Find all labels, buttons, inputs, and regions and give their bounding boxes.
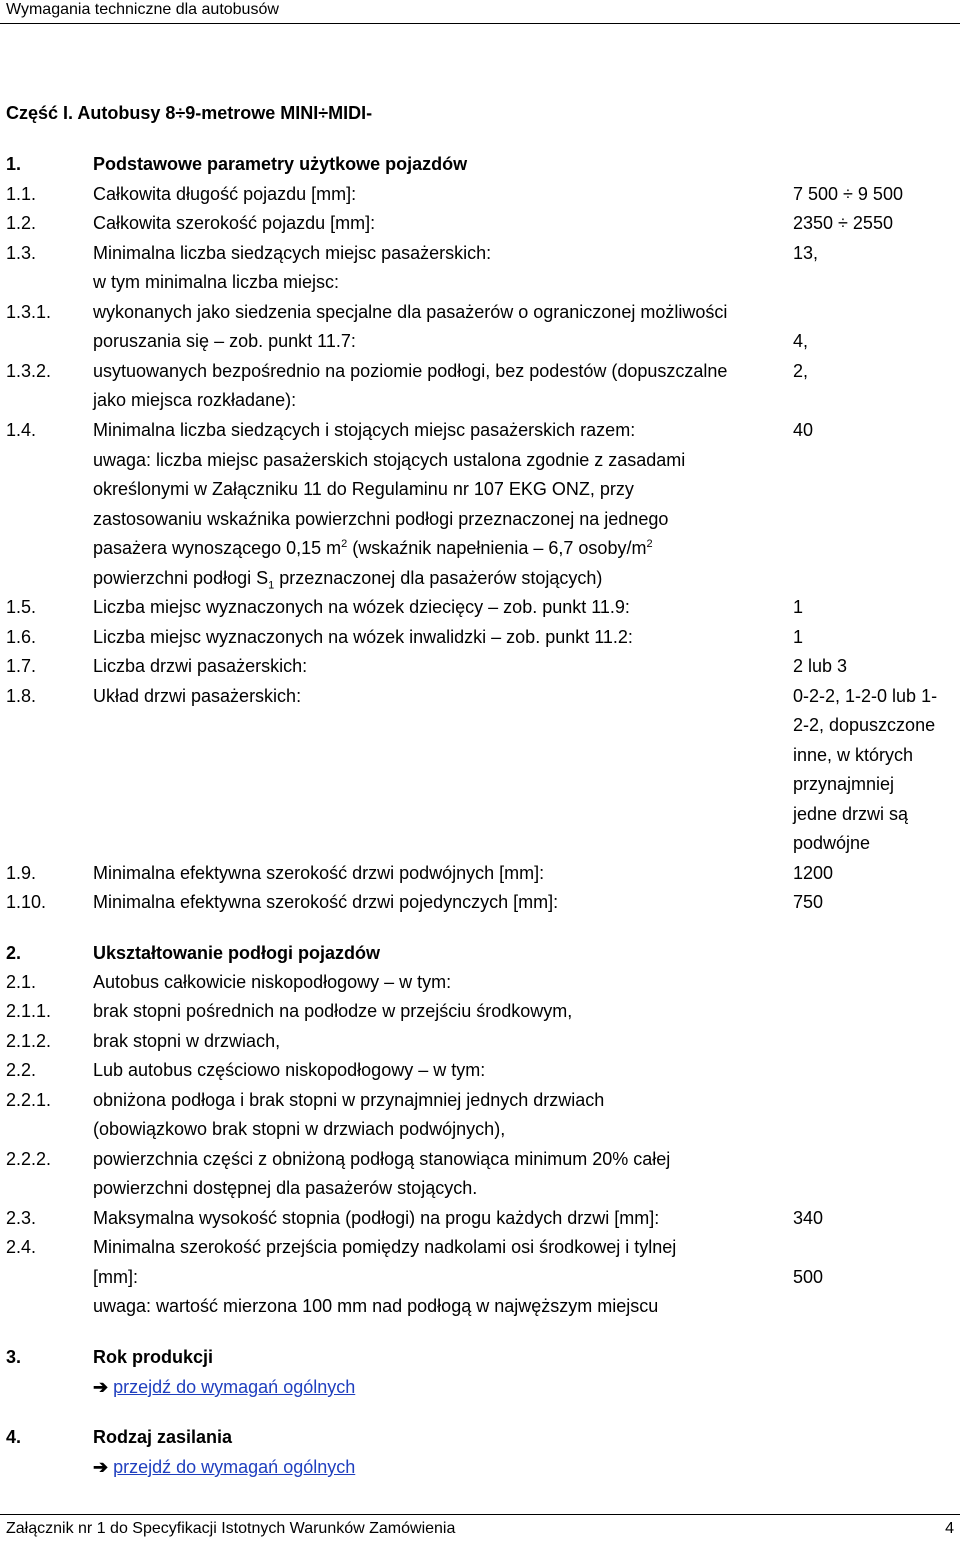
item-text: Liczba miejsc wyznaczonych na wózek inwalidzki – zob. punkt 11.2: (93, 627, 633, 647)
item-text: brak stopni w drzwiach, (93, 1031, 281, 1051)
item-value: 340 (793, 1208, 824, 1228)
item-number: 2.1.1. (6, 1001, 52, 1021)
item-note (93, 567, 603, 592)
item-note: określonymi w Załączniku 11 do Regulaminu nr 107 EKG ONZ, przy (93, 479, 634, 499)
general-requirements-link[interactable]: przejdź do wymagań ogólnych (113, 1377, 356, 1397)
item-value: 1200 (793, 863, 834, 883)
note-text: powierzchni podłogi S (93, 568, 269, 588)
header-rule (0, 23, 960, 24)
section-1-number: 1. (6, 154, 22, 174)
item-note: uwaga: liczba miejsc pasażerskich stojących ustalona zgodnie z zasadami (93, 450, 686, 470)
item-number: 1.10. (6, 892, 47, 912)
item-value: 40 (793, 420, 814, 440)
item-value: 13, (793, 243, 819, 263)
footer-text: Załącznik nr 1 do Specyfikacji Istotnych Warunków Zamówienia (6, 1520, 456, 1537)
item-text: Liczba drzwi pasażerskich: (93, 656, 308, 676)
item-number: 1.5. (6, 597, 37, 617)
item-number: 2.3. (6, 1208, 37, 1228)
section-3-title: Rok produkcji (93, 1347, 214, 1367)
item-value: 1 (793, 627, 804, 647)
superscript: 2 (646, 538, 653, 550)
item-value: 750 (793, 892, 824, 912)
item-value: 1 (793, 597, 804, 617)
item-text: Minimalna liczba siedzących miejsc pasażerskich: (93, 243, 492, 263)
item-text: Liczba miejsc wyznaczonych na wózek dziecięcy – zob. punkt 11.9: (93, 597, 630, 617)
item-number: 2.1.2. (6, 1031, 52, 1051)
item-number: 1.2. (6, 213, 37, 233)
item-text: Układ drzwi pasażerskich: (93, 686, 302, 706)
item-text: Lub autobus częściowo niskopodłogowy – w tym: (93, 1060, 486, 1080)
item-text: wykonanych jako siedzenia specjalne dla pasażerów o ograniczonej możliwości (93, 302, 728, 322)
footer-rule (0, 1514, 960, 1515)
item-note: zastosowaniu wskaźnika powierzchni podłogi przeznaczonej na jednego (93, 509, 669, 529)
item-value: 2 lub 3 (793, 656, 848, 676)
item-value: 2, (793, 361, 809, 381)
item-text: Maksymalna wysokość stopnia (podłogi) na progu każdych drzwi [mm]: (93, 1208, 660, 1228)
item-value: jedne drzwi są (793, 804, 909, 824)
item-number: 1.7. (6, 656, 37, 676)
item-number: 2.4. (6, 1237, 37, 1257)
item-value: 7 500 ÷ 9 500 (793, 184, 903, 204)
section-4-title: Rodzaj zasilania (93, 1427, 233, 1447)
general-requirements-link[interactable]: przejdź do wymagań ogólnych (113, 1457, 356, 1477)
section-2-title: Ukształtowanie podłogi pojazdów (93, 943, 381, 963)
item-text: brak stopni pośrednich na podłodze w przejściu środkowym, (93, 1001, 573, 1021)
item-text-continuation: poruszania się – zob. punkt 11.7: (93, 331, 356, 351)
general-requirements-link-row[interactable] (93, 1376, 355, 1398)
superscript: 2 (341, 538, 348, 550)
item-note: uwaga: wartość mierzona 100 mm nad podłogą w najwęższym miejscu (93, 1296, 659, 1316)
item-number: 1.9. (6, 863, 37, 883)
section-3-number: 3. (6, 1347, 22, 1367)
item-number: 1.1. (6, 184, 37, 204)
item-value: podwójne (793, 833, 871, 853)
item-number: 2.1. (6, 972, 37, 992)
item-value: 0-2-2, 1-2-0 lub 1- (793, 686, 938, 706)
item-value: 2-2, dopuszczone (793, 715, 936, 735)
arrow-right-icon: ➔ (93, 1377, 109, 1397)
page-number: 4 (945, 1520, 954, 1537)
item-number: 2.2.2. (6, 1149, 52, 1169)
item-value: inne, w których (793, 745, 914, 765)
item-number: 2.2. (6, 1060, 37, 1080)
item-value: 4, (793, 331, 809, 351)
item-number: 1.4. (6, 420, 37, 440)
general-requirements-link-row[interactable] (93, 1456, 355, 1478)
item-number: 2.2.1. (6, 1090, 52, 1110)
note-text: pasażera wynoszącego 0,15 m (93, 538, 342, 558)
note-text: (wskaźnik napełnienia – 6,7 osoby/m (347, 538, 647, 558)
item-text: powierzchnia części z obniżoną podłogą stanowiąca minimum 20% całej (93, 1149, 671, 1169)
section-4-number: 4. (6, 1427, 22, 1447)
item-text: Minimalna efektywna szerokość drzwi podwójnych [mm]: (93, 863, 545, 883)
item-text-continuation: [mm]: (93, 1267, 138, 1287)
item-text: obniżona podłoga i brak stopni w przynajmniej jednych drzwiach (93, 1090, 605, 1110)
item-number: 1.8. (6, 686, 37, 706)
item-number: 1.3. (6, 243, 37, 263)
item-text-continuation: (obowiązkowo brak stopni w drzwiach podwójnych), (93, 1119, 506, 1139)
running-header: Wymagania techniczne dla autobusów (6, 1, 279, 18)
item-value: 2350 ÷ 2550 (793, 213, 893, 233)
item-note (93, 537, 653, 559)
item-text-continuation: w tym minimalna liczba miejsc: (93, 272, 340, 292)
subscript: 1 (268, 579, 275, 592)
item-text: Autobus całkowicie niskopodłogowy – w tym: (93, 972, 452, 992)
item-text: Minimalna liczba siedzących i stojących miejsc pasażerskich razem: (93, 420, 636, 440)
item-text-continuation: jako miejsca rozkładane): (93, 390, 297, 410)
item-number: 1.6. (6, 627, 37, 647)
item-text: Całkowita długość pojazdu [mm]: (93, 184, 357, 204)
item-number: 1.3.1. (6, 302, 52, 322)
arrow-right-icon: ➔ (93, 1457, 109, 1477)
item-text: usytuowanych bezpośrednio na poziomie podłogi, bez podestów (dopuszczalne (93, 361, 728, 381)
item-text: Minimalna szerokość przejścia pomiędzy nadkolami osi środkowej i tylnej (93, 1237, 677, 1257)
item-text: Całkowita szerokość pojazdu [mm]: (93, 213, 376, 233)
item-value: przynajmniej (793, 774, 895, 794)
item-text-continuation: powierzchni dostępnej dla pasażerów stojących. (93, 1178, 478, 1198)
item-text: Minimalna efektywna szerokość drzwi pojedynczych [mm]: (93, 892, 559, 912)
section-1-title: Podstawowe parametry użytkowe pojazdów (93, 154, 468, 174)
item-value: 500 (793, 1267, 824, 1287)
section-2-number: 2. (6, 943, 22, 963)
item-number: 1.3.2. (6, 361, 52, 381)
note-text: przeznaczonej dla pasażerów stojących) (274, 568, 603, 588)
part-title: Część I. Autobusy 8÷9-metrowe MINI÷MIDI- (6, 103, 373, 123)
